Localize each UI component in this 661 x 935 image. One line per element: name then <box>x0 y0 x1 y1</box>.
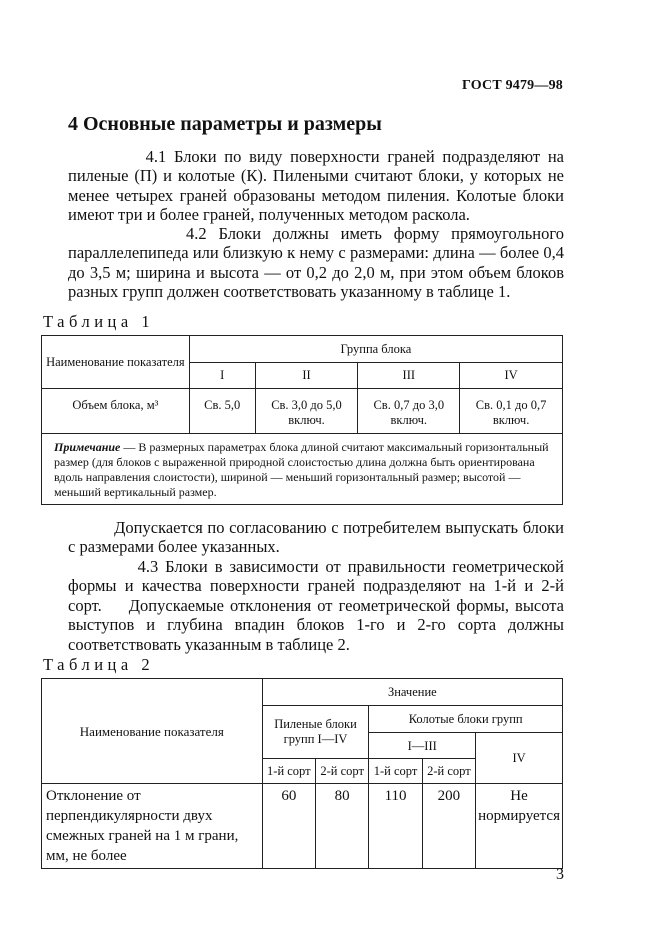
paragraph-deviation <box>68 596 564 654</box>
table-1-cell: Св. 5,0 <box>189 389 255 434</box>
paragraph-allow <box>68 518 564 557</box>
paragraph-4-2 <box>68 224 564 302</box>
paragraph-deviation-text: Допускаемые отклонения от геометрической формы, высота выступов и глубина впадин блоков 1-го и 2-го сорта должны соответствовать указанным в таблице 2. <box>68 596 564 654</box>
table-2 <box>41 678 563 869</box>
table-2-cell: 200 <box>422 784 475 869</box>
table-1-cell: Св. 0,7 до 3,0 включ. <box>358 389 460 434</box>
table-2-grade: 1-й сорт <box>369 759 422 784</box>
note-text: — В размерных параметрах блока длиной считают максимальный горизонтальный размер (для блоков с выраженной природной слоистостью длина должна быть ориентирована вдоль направления слоистости), шириной — меньший горизонтальный размер; высотой — меньший вертикальный размер. <box>54 440 549 499</box>
table-2-cell: Не нормируется <box>476 784 563 869</box>
paragraph-allow-text: Допускается по согласованию с потребителем выпускать блоки с размерами более указанных. <box>68 518 565 557</box>
table-2-header-value: Значение <box>262 679 562 706</box>
table-1-caption: Таблица 1 <box>43 312 155 331</box>
table-2-cell: 60 <box>262 784 315 869</box>
table-2-grade: 2-й сорт <box>422 759 475 784</box>
table-1-cell: Св. 0,1 до 0,7 включ. <box>460 389 563 434</box>
table-2-caption: Таблица 2 <box>43 655 155 674</box>
table-1-group-cell: III <box>358 363 460 389</box>
table-2-chipped-groups-1-3: I—III <box>369 733 476 759</box>
table-2-cell: 80 <box>316 784 369 869</box>
table-2-cell: 110 <box>369 784 422 869</box>
table-2-chipped-header: Колотые блоки групп <box>369 706 563 733</box>
table-1-header-name: Наименование показателя <box>42 336 190 389</box>
document-header: ГОСТ 9479—98 <box>462 78 563 93</box>
paragraph-4-1-text: 4.1 Блоки по виду поверхности граней подразделяют на пиленые (П) и колотые (К). Пилеными считают блоки, у которых не менее четырех граней образованы методом пиления. Колотые блоки имеют три и более граней, полученных методом раскола. <box>68 147 564 225</box>
paragraph-4-1 <box>68 147 564 225</box>
table-1-group-cell: IV <box>460 363 563 389</box>
note-label: Примечание <box>54 440 121 454</box>
table-2-header-name: Наименование показателя <box>42 679 263 784</box>
table-1 <box>41 335 563 505</box>
table-1-note <box>42 434 563 505</box>
table-1-header-group: Группа блока <box>189 336 562 363</box>
table-1-row-label: Объем блока, м³ <box>42 389 190 434</box>
table-2-chipped-group-4: IV <box>476 733 563 784</box>
table-1-cell: Св. 3,0 до 5,0 включ. <box>255 389 358 434</box>
page-number: 3 <box>556 866 564 883</box>
table-1-group-cell: I <box>189 363 255 389</box>
table-2-sawn-header: Пиленые блоки групп I—IV <box>262 706 369 759</box>
paragraph-4-2-text: 4.2 Блоки должны иметь форму прямоугольного параллелепипеда или близкую к нему с размерами: длина — более 0,4 до 3,5 м; ширина и высота — от 0,2 до 2,0 м, при этом объем блоков разных групп должен соответствовать указанному в таблице 1. <box>68 224 564 302</box>
table-1-group-cell: II <box>255 363 358 389</box>
table-2-grade: 2-й сорт <box>316 759 369 784</box>
table-2-row-label: Отклонение от перпендикулярности двух смежных граней на 1 м грани, мм, не более <box>42 784 263 869</box>
table-2-grade: 1-й сорт <box>262 759 315 784</box>
paragraph-4-3-text: 4.3 Блоки в зависимости от правильности геометрической формы и качества поверхности граней подразделяют на 1-й и 2-й сорт. <box>68 557 564 615</box>
section-title: 4 Основные параметры и размеры <box>68 113 382 135</box>
